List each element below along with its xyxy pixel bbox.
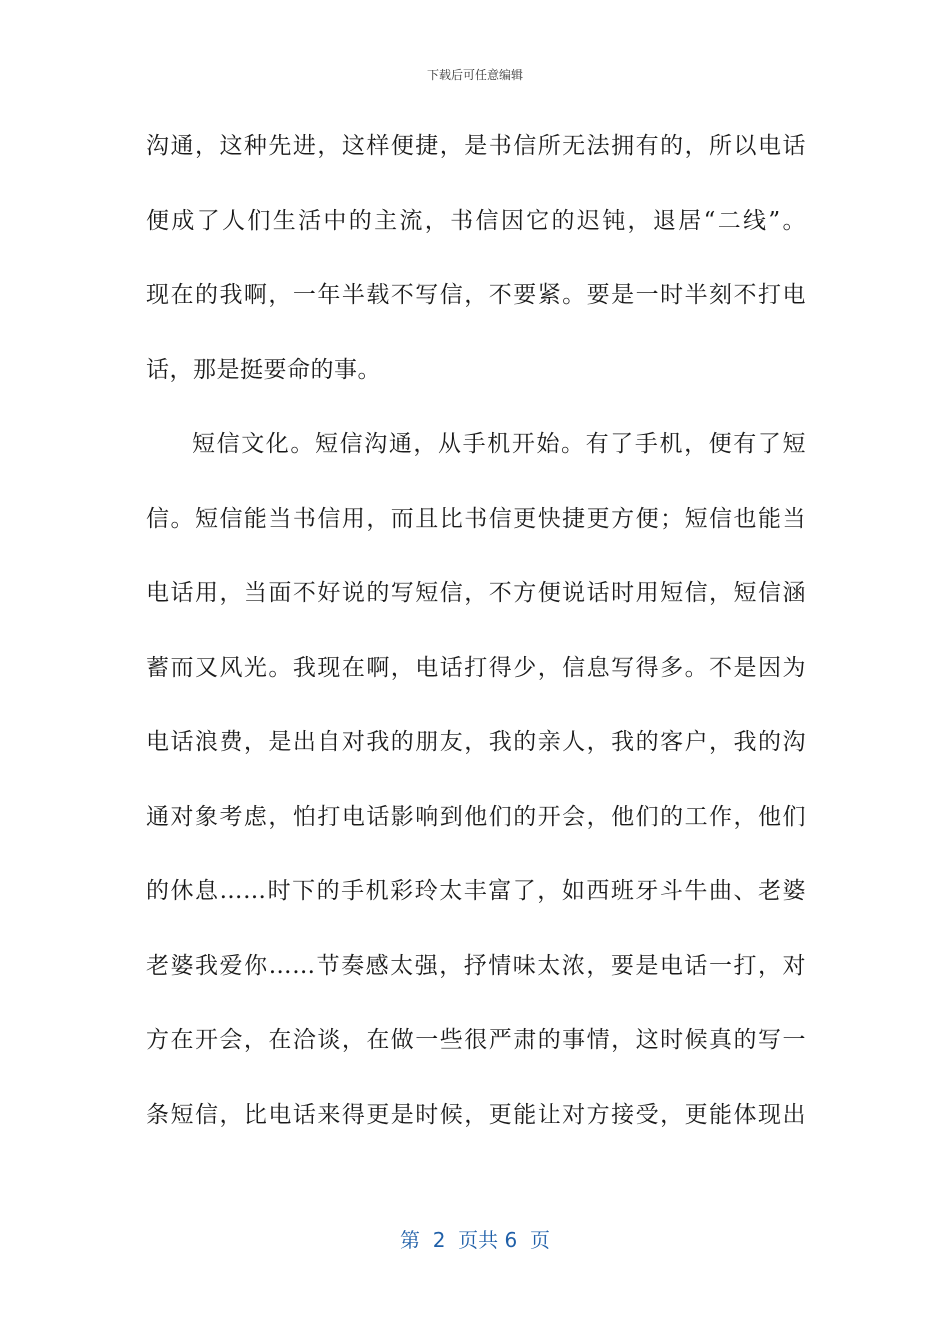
- page-number-footer: 第 2 页共 6 页: [400, 1228, 550, 1252]
- text-line: 条短信，比电话来得更是时候，更能让对方接受，更能体现出: [146, 1101, 806, 1128]
- text-line: 方在开会，在洽谈，在做一些很严肃的事情，这时候真的写一: [146, 1027, 806, 1053]
- page-header-note: 下载后可任意编辑: [426, 68, 523, 82]
- text-line: 沟通，这种先进，这样便捷，是书信所无法拥有的，所以电话: [146, 133, 806, 159]
- text-line: 电话用，当面不好说的写短信，不方便说话时用短信，短信涵: [146, 580, 806, 606]
- text-line: 现在的我啊，一年半载不写信，不要紧。要是一时半刻不打电: [146, 282, 806, 308]
- text-line: 蓄而又风光。我现在啊，电话打得少，信息写得多。不是因为: [146, 654, 806, 681]
- text-line: 电话浪费，是出自对我的朋友，我的亲人，我的客户，我的沟: [146, 729, 806, 755]
- text-line: 老婆我爱你……节奏感太强，抒情味太浓，要是电话一打，对: [146, 952, 806, 979]
- document-body: [146, 118, 806, 1161]
- text-line: 通对象考虑，怕打电话影响到他们的开会，他们的工作，他们: [146, 803, 806, 830]
- text-line: 话，那是挺要命的事。: [146, 356, 381, 383]
- paragraph-first-line: 短信文化。短信沟通，从手机开始。有了手机，便有了短: [192, 431, 806, 457]
- text-line: 便成了人们生活中的主流，书信因它的迟钝，退居“二线”。: [146, 207, 806, 234]
- text-line: 信。短信能当书信用，而且比书信更快捷更方便；短信也能当: [146, 505, 806, 532]
- text-line: 的休息……时下的手机彩玲太丰富了，如西班牙斗牛曲、老婆: [146, 878, 806, 904]
